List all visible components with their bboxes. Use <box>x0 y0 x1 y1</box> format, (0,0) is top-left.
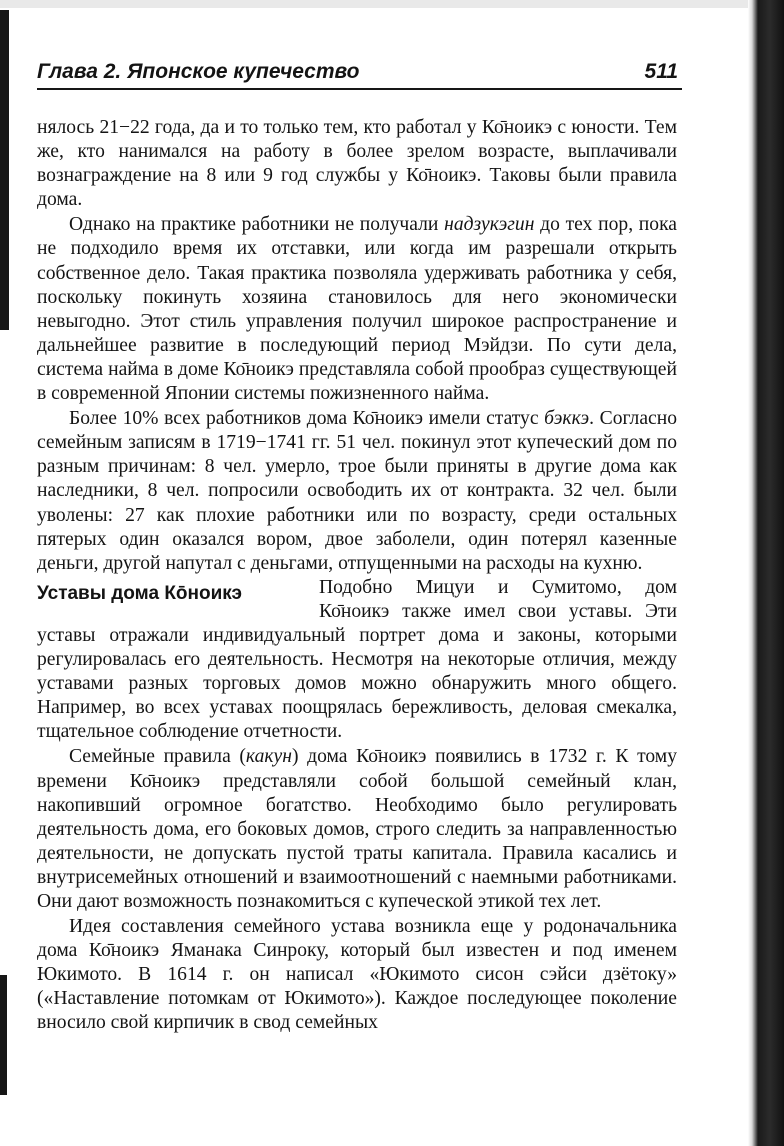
scan-edge-top <box>0 0 784 8</box>
paragraph-5 <box>37 745 677 914</box>
term-nadzukegin: надзукэгин <box>444 214 535 236</box>
paragraph-3 <box>37 407 677 576</box>
page-number: 511 <box>644 60 678 83</box>
paragraph-4: Подобно Мицуи и Сумитомо, дом Ко̄ноикэ также имел свои уставы. Эти уставы отражали индивидуальный портрет дома и законы, которыми регулировалась его деятельность. Несмотря на некоторые отличия, между уставами разных торговых домов можно обнаружить много общего. Например, во всех уставах поощрялась бережливость, деловая смекалка, тщательное соблюдение отчетности. <box>37 576 677 743</box>
scan-edge-left-lower <box>0 975 7 1095</box>
term-bekke: бэккэ <box>544 408 590 430</box>
page-body <box>37 116 677 1036</box>
paragraph-3-text-a: Более 10% всех работников дома Ко̄ноикэ имели статус <box>69 408 545 430</box>
paragraph-6: Идея составления семейного устава возникла еще у родоначальника дома Ко̄ноикэ Яманака Синроку, который был известен и под именем Юкимото. В 1614 г. он написал «Юкимото сисон сэйси дзётоку» («Наставление потомкам от Юкимото»). Каждое последующее поколение вносило свой кирпичик в свод семейных <box>37 916 677 1034</box>
chapter-title: Глава 2. Японское купечество <box>37 60 360 83</box>
paragraph-2-text-b: до тех пор, пока не подходило время их отставки, или когда им разрешали открыть собственное дело. Такая практика позволяла удерживать работника у себя, поскольку покинуть хозяина становилось для него экономически невыгодно. Этот стиль управления получил широкое распространение и дальнейшее развитие в последующий период Мэйдзи. По сути дела, система найма в доме Ко̄ноикэ представляла собой прообраз существующей в современной Японии системы пожизненного найма. <box>37 214 677 405</box>
paragraph-2-text-a: Однако на практике работники не получали <box>69 214 445 236</box>
paragraph-2 <box>37 213 677 406</box>
scan-edge-right <box>748 0 784 1146</box>
section-heading: Уставы дома Ко̄ноикэ <box>37 582 243 604</box>
paragraph-5-text-a: Семейные правила ( <box>69 746 246 768</box>
paragraph-3-text-b: . Согласно семейным записям в 1719−1741 гг. 51 чел. покинул этот купеческий дом по разным причинам: 8 чел. умерло, трое были приняты в другие дома как наследники, 8 чел. попросили освободить их от контракта. 32 чел. были уволены: 27 как плохие работники или по возрасту, среди остальных пятерых один оказался вором, двое заболели, один потерял казенные деньги, другой напутал с деньгами, отпущенными на расходы на кухню. <box>37 408 677 574</box>
paragraph-5-text-b: ) дома Ко̄ноикэ появились в 1732 г. К тому времени Ко̄ноикэ представляли собой большой семейный клан, накопивший огромное богатство. Необходимо было регулировать деятельность дома, его боковых домов, строго следить за направленностью деятельности, не допускать пустой траты капитала. Правила касались и внутрисемейных отношений и взаимоотношений с наемными работниками. Они дают возможность познакомиться с купеческой этикой тех лет. <box>37 746 677 912</box>
term-kakun: какун <box>245 746 292 768</box>
scan-edge-left-upper <box>0 10 9 330</box>
running-head <box>37 52 682 90</box>
paragraph-1: нялось 21−22 года, да и то только тем, кто работал у Ко̄ноикэ с юности. Тем же, кто нанимался на работу в более зрелом возрасте, выплачивали вознаграждение на 8 или 9 год службы у Ко̄ноикэ. Таковы были правила дома. <box>37 117 677 211</box>
